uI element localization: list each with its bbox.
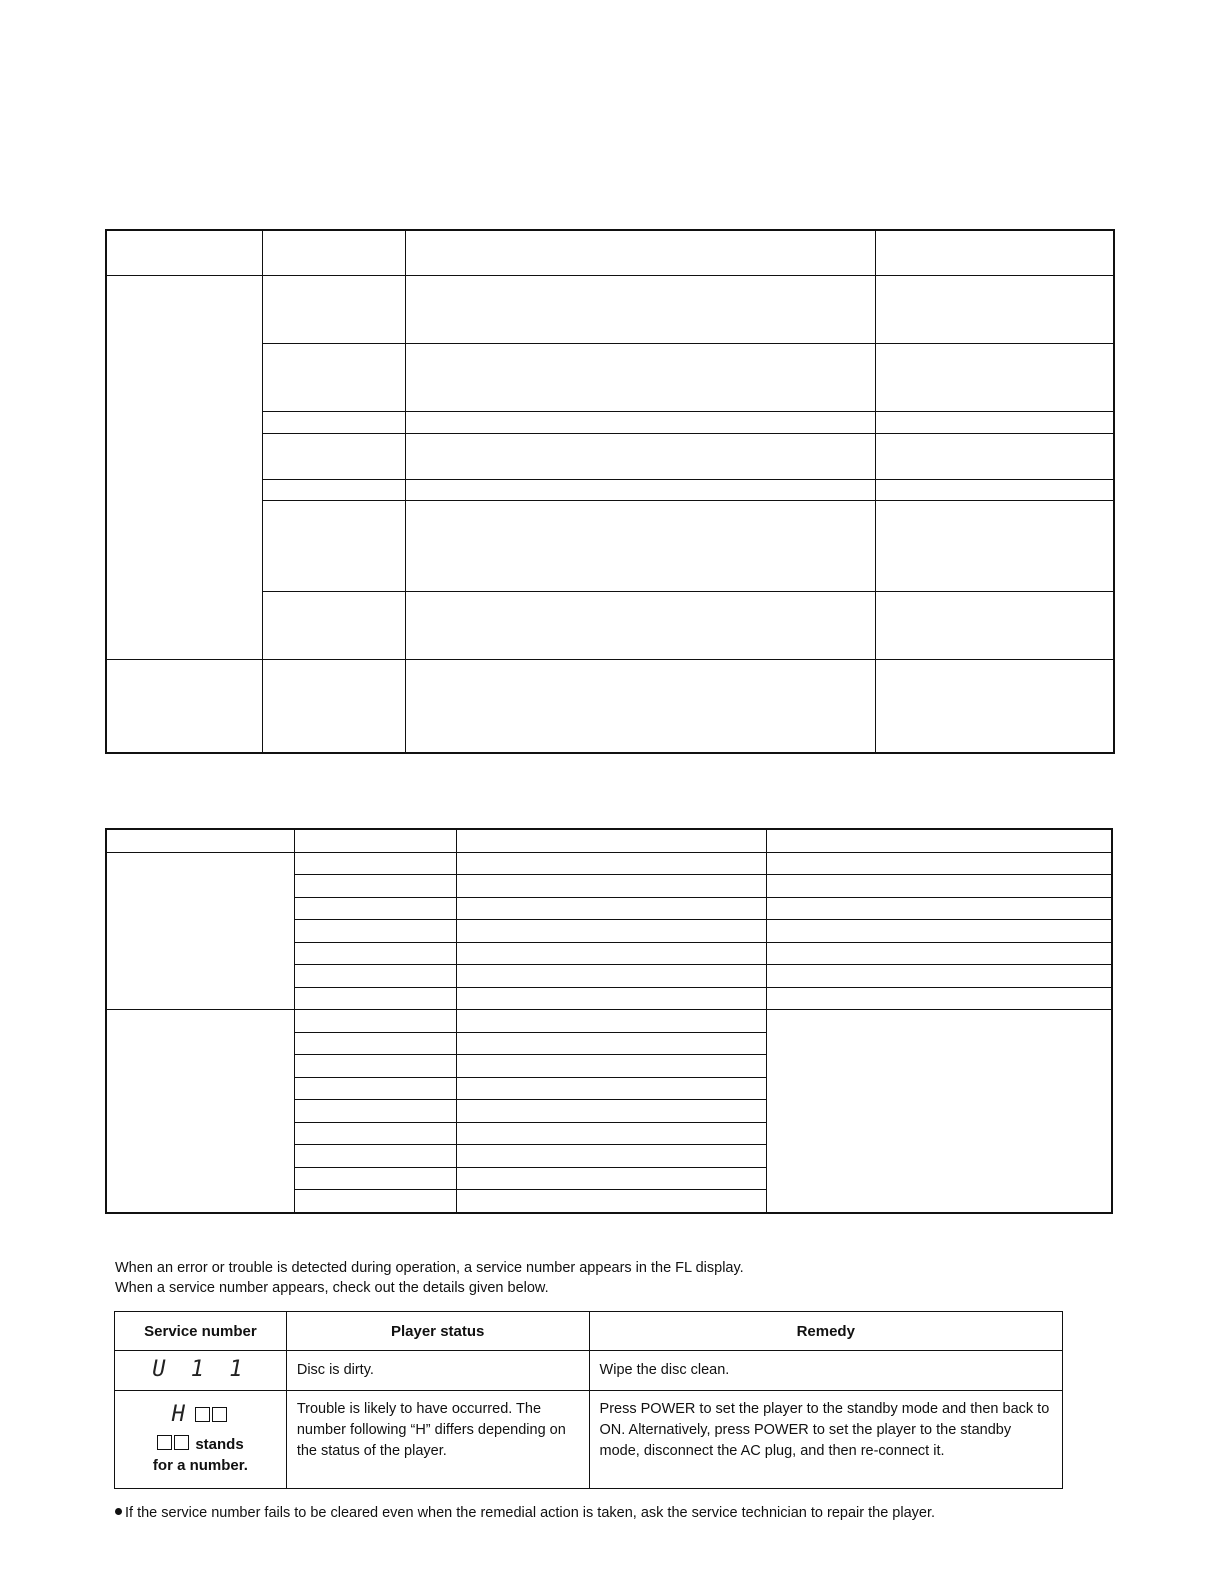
code-note-stands: stands	[195, 1435, 244, 1453]
blank-grid-table-2	[105, 828, 1113, 1214]
code-note-for-a-number: for a number.	[152, 1456, 248, 1474]
service-number-table	[114, 1311, 1063, 1489]
service-code-cell	[115, 1351, 287, 1391]
digit-box-icon	[212, 1407, 227, 1422]
table-row	[115, 1391, 1063, 1489]
footnote-text: If the service number fails to be cleared even when the remedial action is taken, ask the service technician to repair the player.	[125, 1505, 936, 1521]
header-player-status: Player status	[286, 1312, 589, 1351]
service-table-header-row	[115, 1312, 1063, 1351]
player-status-cell: Disc is dirty.	[286, 1351, 589, 1391]
note-line-2: When a service number appears, check out the details given below.	[115, 1280, 549, 1296]
footnote	[115, 1505, 935, 1521]
service-code-cell	[115, 1391, 287, 1489]
digit-box-icon	[195, 1407, 210, 1422]
digit-box-icon	[157, 1435, 172, 1450]
remedy-cell: Press POWER to set the player to the standby mode and then back to ON. Alternatively, press POWER to set the player to the standby mode, disconnect the AC plug, and then re-connect it.	[589, 1391, 1062, 1489]
note-line-1: When an error or trouble is detected during operation, a service number appears in the FL display.	[115, 1260, 744, 1276]
service-code-h: H	[171, 1401, 192, 1427]
blank-grid-table-1	[105, 229, 1115, 754]
header-remedy: Remedy	[589, 1312, 1062, 1351]
digit-box-icon	[174, 1435, 189, 1450]
service-code-u11: U 1 1	[152, 1356, 249, 1382]
bullet-icon	[115, 1508, 122, 1515]
header-service-number: Service number	[115, 1312, 287, 1351]
table-row	[115, 1351, 1063, 1391]
player-status-cell: Trouble is likely to have occurred. The number following “H” differs depending on the status of the player.	[286, 1391, 589, 1489]
remedy-cell: Wipe the disc clean.	[589, 1351, 1062, 1391]
